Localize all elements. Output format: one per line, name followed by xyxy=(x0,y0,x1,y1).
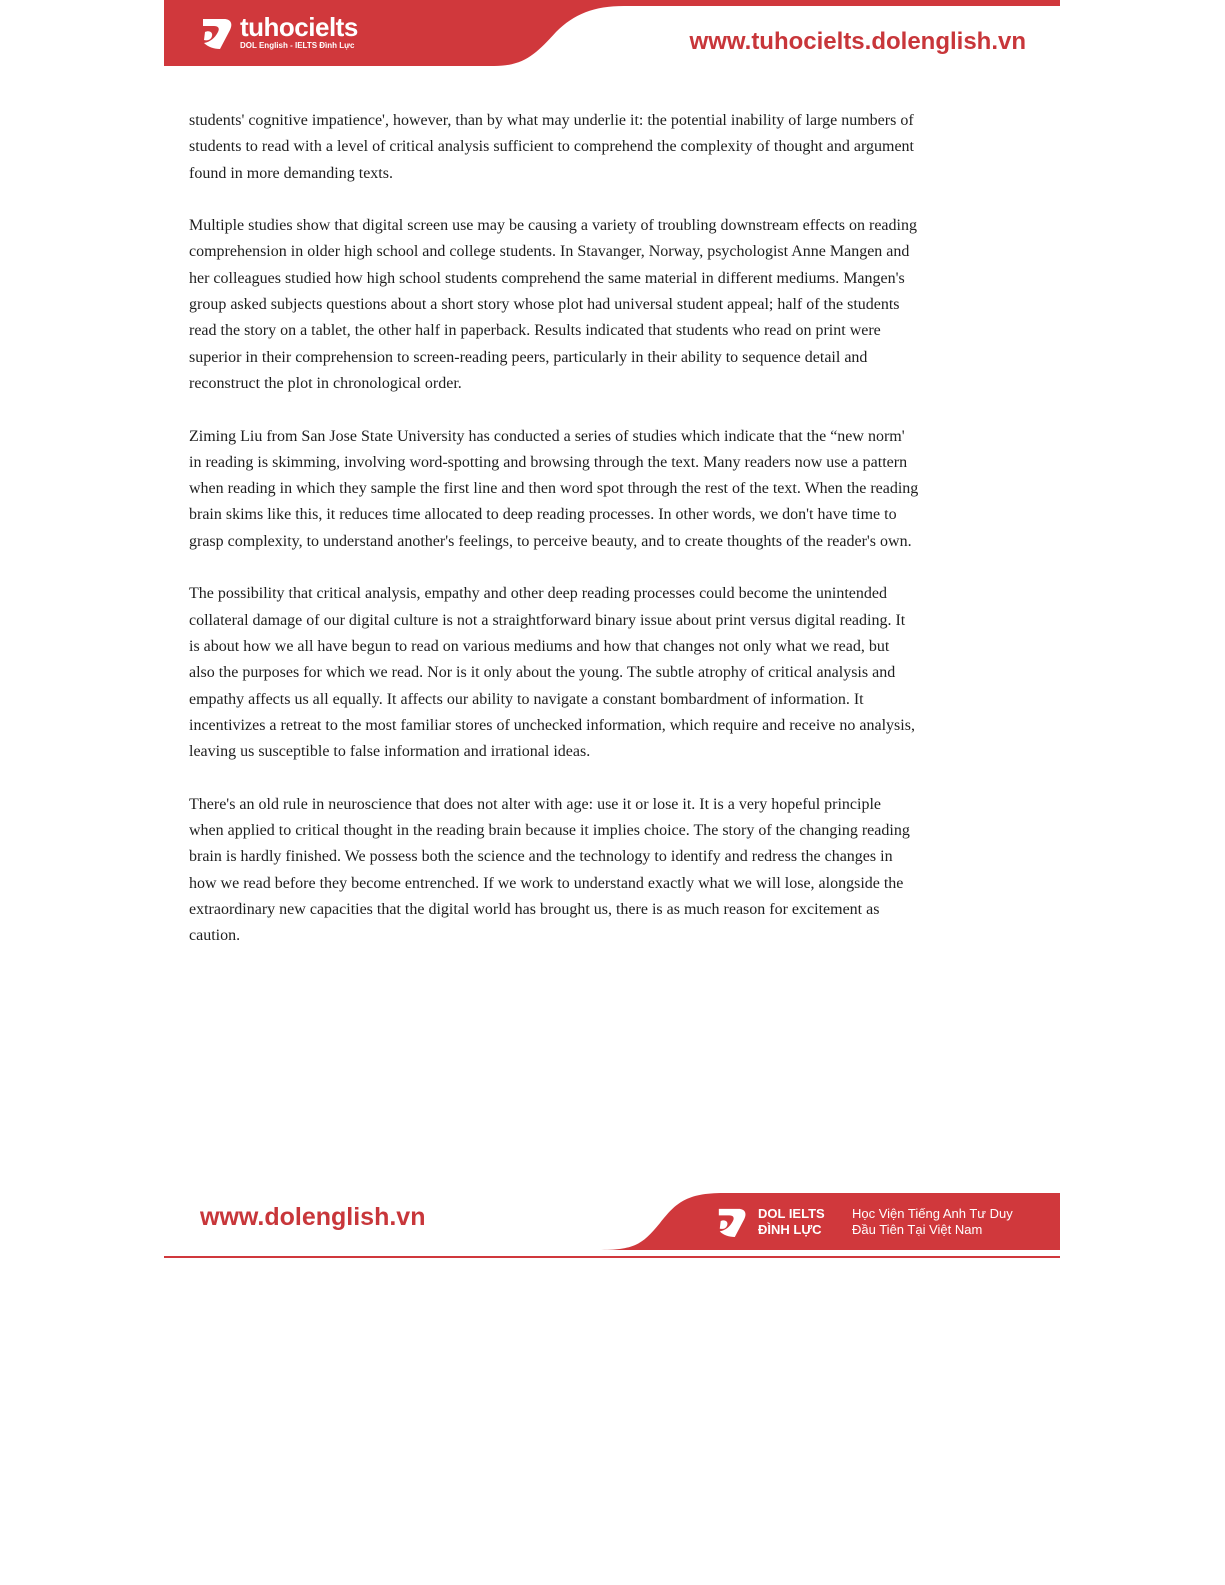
page-header xyxy=(164,0,1060,70)
slogan-line-1: Học Viện Tiếng Anh Tư Duy xyxy=(852,1206,1013,1221)
logo-mark-icon xyxy=(200,15,234,51)
dol-logo-icon xyxy=(716,1205,748,1239)
paragraph-3: Ziming Liu from San Jose State University has conducted a series of studies which indicate that the “new norm' in reading is skimming, involving word-spotting and browsing through the text. Many readers now use a pattern when reading in which they sample the first line and then word spot through the rest of the text. When the reading brain skims like this, it reduces time allocated to deep reading processes. In other words, we don't have time to grasp complexity, to understand another's feelings, to perceive beauty, and to create thoughts of the reader's own. xyxy=(189,427,919,550)
page-footer xyxy=(164,1193,1060,1265)
logo-name: tuhocielts xyxy=(240,12,358,42)
tuhocielts-logo[interactable] xyxy=(200,14,358,51)
dol-ielts-brand xyxy=(716,1205,1013,1239)
brand-line-1: DOL IELTS xyxy=(758,1206,825,1221)
slogan-line-2: Đầu Tiên Tại Việt Nam xyxy=(852,1222,983,1237)
brand-line-2: ĐÌNH LỰC xyxy=(758,1222,822,1237)
footer-website-link[interactable]: www.dolenglish.vn xyxy=(200,1203,426,1231)
header-website-link[interactable]: www.tuhocielts.dolenglish.vn xyxy=(689,28,1026,55)
paragraph-1: students' cognitive impatience', however, than by what may underlie it: the potential inability of large numbers of students to read with a level of critical analysis sufficient to comprehend the complexity of thought and argument found in more demanding texts. xyxy=(189,112,914,182)
paragraph-5: There's an old rule in neuroscience that does not alter with age: use it or lose it. It is a very hopeful principle when applied to critical thought in the reading brain because it implies choice. The story of the changing reading brain is hardly finished. We possess both the science and the technology to identify and redress the changes in how we read before they become entrenched. If we work to understand exactly what we will lose, alongside the extraordinary new capacities that the digital world has brought us, there is as much reason for excitement as caution. xyxy=(189,795,910,945)
article-body xyxy=(189,108,919,976)
paragraph-2: Multiple studies show that digital screen use may be causing a variety of troubling downstream effects on reading comprehension in older high school and college students. In Stavanger, Norway, psychologist Anne Mangen and her colleagues studied how high school students comprehend the same material in different mediums. Mangen's group asked subjects questions about a short story whose plot had universal student appeal; half of the students read the story on a tablet, the other half in paperback. Results indicated that students who read on print were superior in their comprehension to screen-reading peers, particularly in their ability to sequence detail and reconstruct the plot in chronological order. xyxy=(189,217,917,392)
paragraph-4: The possibility that critical analysis, empathy and other deep reading processes could become the unintended collateral damage of our digital culture is not a straightforward binary issue about print versus digital reading. It is about how we all have begun to read on various mediums and how that changes not only what we read, but also the purposes for which we read. Nor is it only about the young. The subtle atrophy of critical analysis and empathy affects us all equally. It affects our ability to navigate a constant bombardment of information. It incentivizes a retreat to the most familiar stores of unchecked information, which require and receive no analysis, leaving us susceptible to false information and irrational ideas. xyxy=(189,585,915,761)
logo-subtitle: DOL English - IELTS Đình Lực xyxy=(240,41,355,50)
